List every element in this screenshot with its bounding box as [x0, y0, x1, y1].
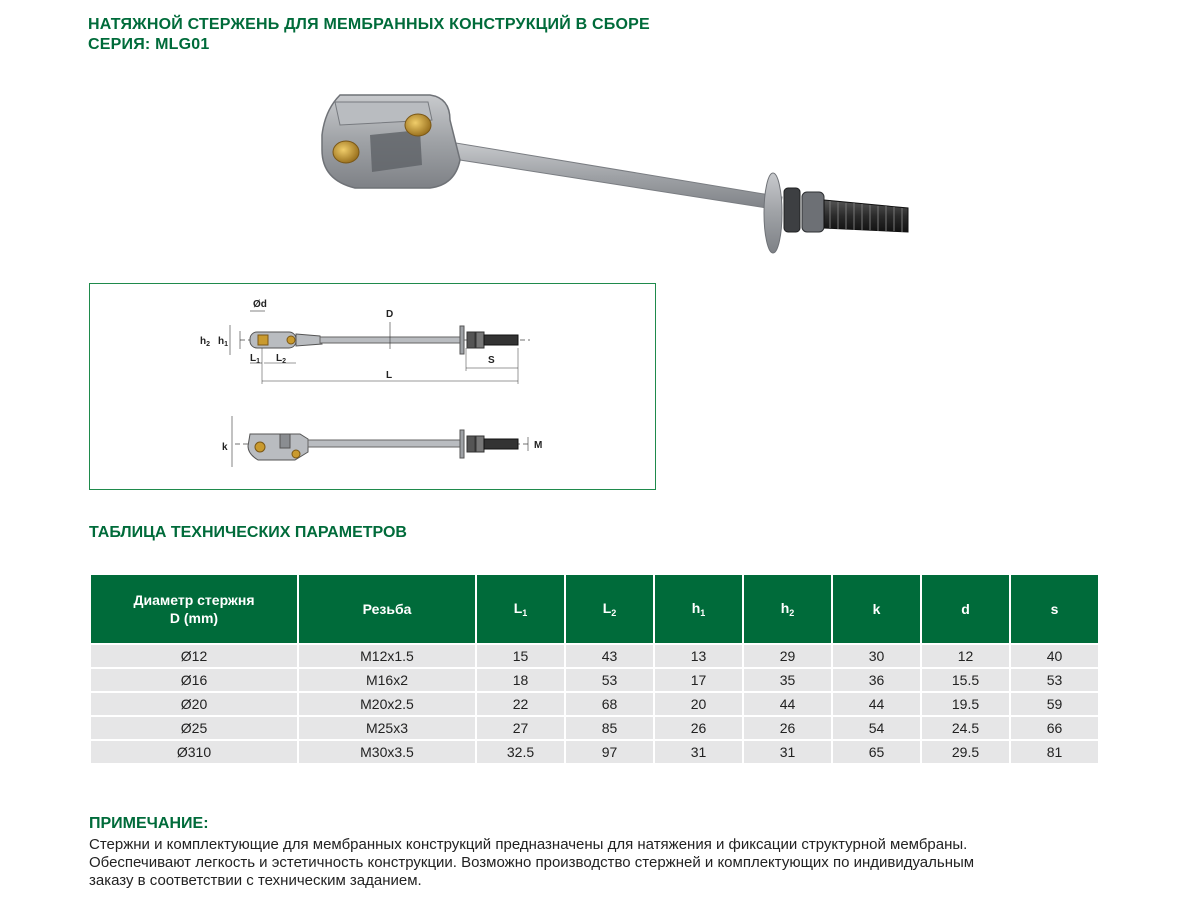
label-h2: $h_2$ — [200, 336, 211, 348]
note-title: ПРИМЕЧАНИЕ: — [89, 815, 209, 832]
page-title: НАТЯЖНОЙ СТЕРЖЕНЬ ДЛЯ МЕМБРАННЫХ КОНСТРУКЦИЙ В СБОРЕ — [88, 16, 650, 33]
cell-d: 15.5 — [922, 669, 1009, 691]
cell-h1: 20 — [655, 693, 742, 715]
col-diameter: Диаметр стержня D (mm) — [91, 575, 297, 643]
col-thread: Резьба — [299, 575, 475, 643]
note-line: заказу в соответствии с техническим заданием. — [89, 872, 422, 889]
cell-h2: 44 — [744, 693, 831, 715]
note-line: Обеспечивают легкость и эстетичность конструкции. Возможно производство стержней и комплектующих по индивидуальным — [89, 854, 975, 871]
cell-diameter: Ø20 — [91, 693, 297, 715]
cell-s: 66 — [1011, 717, 1098, 739]
label-h1: $h_1$ — [218, 336, 229, 348]
cell-L2: 53 — [566, 669, 653, 691]
cell-d: 24.5 — [922, 717, 1009, 739]
table-row — [91, 669, 1098, 691]
cell-k: 65 — [833, 741, 920, 763]
table-row — [91, 741, 1098, 763]
cell-h1: 13 — [655, 645, 742, 667]
label-S: S — [488, 355, 495, 366]
table-row — [91, 717, 1098, 739]
cell-d: 19.5 — [922, 693, 1009, 715]
table-row — [91, 645, 1098, 667]
cell-h2: 26 — [744, 717, 831, 739]
cell-thread: M20x2.5 — [299, 693, 475, 715]
cell-thread: M25x3 — [299, 717, 475, 739]
cell-k: 44 — [833, 693, 920, 715]
label-k: k — [222, 442, 228, 453]
col-h2: $h_2$ — [744, 575, 831, 643]
washer — [764, 173, 782, 253]
cell-L2: 97 — [566, 741, 653, 763]
cell-k: 30 — [833, 645, 920, 667]
cell-s: 59 — [1011, 693, 1098, 715]
tension-rod-illustration — [310, 80, 930, 270]
cell-thread: M30x3.5 — [299, 741, 475, 763]
table-title: ТАБЛИЦА ТЕХНИЧЕСКИХ ПАРАМЕТРОВ — [89, 524, 407, 541]
cell-h2: 29 — [744, 645, 831, 667]
threaded-end — [824, 200, 908, 232]
cell-L2: 43 — [566, 645, 653, 667]
label-L: L — [386, 370, 393, 381]
cell-thread: M16x2 — [299, 669, 475, 691]
cell-diameter: Ø310 — [91, 741, 297, 763]
label-L2: $L_2$ — [276, 353, 287, 365]
rod-shaft — [450, 142, 782, 210]
note-line: Стержни и комплектующие для мембранных конструкций предназначены для натяжения и фиксации структурной мембраны. — [89, 836, 968, 853]
cell-L1: 32.5 — [477, 741, 564, 763]
cell-L1: 18 — [477, 669, 564, 691]
cell-h1: 26 — [655, 717, 742, 739]
cell-diameter: Ø12 — [91, 645, 297, 667]
cell-L1: 22 — [477, 693, 564, 715]
col-s: s — [1011, 575, 1098, 643]
label-L1: $L_1$ — [250, 353, 261, 365]
col-k: k — [833, 575, 920, 643]
series-subtitle: СЕРИЯ: MLG01 — [88, 36, 210, 53]
cell-L1: 15 — [477, 645, 564, 667]
cell-diameter: Ø25 — [91, 717, 297, 739]
cell-k: 36 — [833, 669, 920, 691]
label-M: M — [534, 440, 543, 451]
label-D: D — [386, 309, 394, 320]
cell-s: 81 — [1011, 741, 1098, 763]
cell-L1: 27 — [477, 717, 564, 739]
table-header-row — [91, 575, 1098, 643]
cell-s: 40 — [1011, 645, 1098, 667]
note-text — [89, 836, 1109, 890]
table-row — [91, 693, 1098, 715]
cell-d: 29.5 — [922, 741, 1009, 763]
technical-parameters-table — [89, 573, 1100, 765]
technical-drawing — [89, 283, 656, 490]
col-L2: $L_2$ — [566, 575, 653, 643]
col-d: d — [922, 575, 1009, 643]
hex-nut — [784, 188, 824, 232]
top-view — [230, 311, 530, 384]
cell-h2: 35 — [744, 669, 831, 691]
cell-d: 12 — [922, 645, 1009, 667]
label-od: Ød — [253, 299, 267, 310]
cell-h2: 31 — [744, 741, 831, 763]
cell-L2: 68 — [566, 693, 653, 715]
cell-thread: M12x1.5 — [299, 645, 475, 667]
cell-diameter: Ø16 — [91, 669, 297, 691]
side-view — [232, 416, 530, 467]
col-h1: $h_1$ — [655, 575, 742, 643]
col-L1: $L_1$ — [477, 575, 564, 643]
cell-k: 54 — [833, 717, 920, 739]
cell-h1: 31 — [655, 741, 742, 763]
cell-L2: 85 — [566, 717, 653, 739]
cell-s: 53 — [1011, 669, 1098, 691]
cell-h1: 17 — [655, 669, 742, 691]
